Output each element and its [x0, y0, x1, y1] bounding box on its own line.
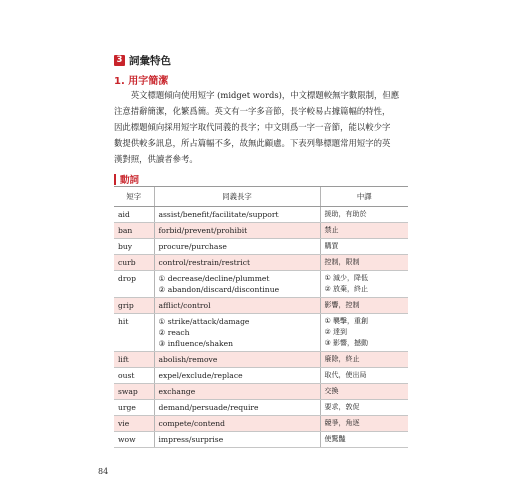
long-synonym-line: afflict/control [158, 301, 211, 310]
table-row [114, 271, 408, 298]
short-word-cell: ban [114, 223, 154, 239]
short-word-cell: buy [114, 239, 154, 255]
chinese-translation-line: 使驚豔 [324, 435, 346, 443]
page-number: 84 [98, 467, 109, 476]
long-synonym-cell [154, 223, 320, 239]
header-chinese: 中譯 [320, 187, 408, 207]
long-synonym-cell [154, 207, 320, 223]
long-synonym-line: impress/surprise [158, 435, 224, 444]
subsection-title: 1. 用字簡潔 [114, 76, 169, 87]
long-synonym-cell [154, 416, 320, 432]
paragraph-line: 英文標題傾向使用短字 (midget words)，中文標題較無字數限制，但應 [114, 90, 400, 100]
table-row [114, 223, 408, 239]
long-synonym-line: ② reach [158, 328, 190, 337]
long-synonym-cell [154, 432, 320, 448]
word-table [114, 186, 408, 448]
table-row [114, 432, 408, 448]
table-row [114, 352, 408, 368]
short-word-cell: swap [114, 384, 154, 400]
chinese-translation-line: 要求，敦促 [324, 403, 360, 411]
chinese-translation-line: 取代，使出局 [324, 371, 367, 379]
table-row [114, 400, 408, 416]
long-synonym-cell [154, 239, 320, 255]
long-synonym-line: ③ influence/shaken [158, 339, 233, 348]
long-synonym-cell [154, 368, 320, 384]
table-body [114, 207, 408, 448]
chinese-translation-line: 交換 [324, 387, 339, 395]
chinese-translation-cell [320, 384, 408, 400]
chinese-translation-cell [320, 314, 408, 352]
chinese-translation-line: 競爭，角逐 [324, 419, 360, 427]
short-word-cell: oust [114, 368, 154, 384]
chinese-translation-cell [320, 400, 408, 416]
short-word-cell: urge [114, 400, 154, 416]
long-synonym-cell [154, 352, 320, 368]
long-synonym-line: expel/exclude/replace [158, 371, 243, 380]
chinese-translation-cell [320, 271, 408, 298]
table-row [114, 255, 408, 271]
table-row [114, 314, 408, 352]
chinese-translation-cell [320, 298, 408, 314]
section-heading [114, 53, 171, 68]
body-paragraph [114, 87, 406, 167]
chinese-translation-line: 援助，有助於 [324, 210, 367, 218]
chinese-translation-cell [320, 239, 408, 255]
chinese-translation-line: 控制，限制 [324, 258, 360, 266]
header-long-synonym: 同義長字 [154, 187, 320, 207]
short-word-cell: drop [114, 271, 154, 298]
short-word-cell: vie [114, 416, 154, 432]
table-row [114, 384, 408, 400]
long-synonym-line: ② abandon/discard/discontinue [158, 285, 280, 294]
chinese-translation-cell [320, 223, 408, 239]
chinese-translation-cell [320, 416, 408, 432]
chinese-translation-line: ③ 影響，撼動 [324, 339, 369, 347]
long-synonym-line: forbid/prevent/prohibit [158, 226, 248, 235]
table-row [114, 298, 408, 314]
long-synonym-cell [154, 298, 320, 314]
category-title: 動詞 [120, 175, 140, 186]
chinese-translation-cell [320, 368, 408, 384]
header-short-word: 短字 [114, 187, 154, 207]
table-row [114, 239, 408, 255]
long-synonym-cell [154, 384, 320, 400]
table-header-row [114, 187, 408, 207]
short-word-cell: wow [114, 432, 154, 448]
paragraph-line: 數提供較多訊息，所占篇幅不多，故無此顧慮。下表列舉標題常用短字的英 [114, 138, 391, 148]
short-word-cell: lift [114, 352, 154, 368]
short-word-cell: aid [114, 207, 154, 223]
chinese-translation-line: 廢除，終止 [324, 355, 360, 363]
long-synonym-line: control/restrain/restrict [158, 258, 250, 267]
long-synonym-line: compete/contend [158, 419, 225, 428]
long-synonym-cell [154, 255, 320, 271]
long-synonym-line: assist/benefit/facilitate/support [158, 210, 279, 219]
paragraph-line: 注意措辭簡潔，化繁爲簡。英文有一字多音節，長字較易占據篇幅的特性， [114, 106, 391, 116]
short-word-cell: hit [114, 314, 154, 352]
chinese-translation-line: ① 襲擊，重創 [324, 317, 369, 325]
table-row [114, 416, 408, 432]
category-heading [114, 172, 139, 186]
paragraph-line: 漢對照，供讀者參考。 [114, 154, 198, 164]
paragraph-line: 因此標題傾向採用短字取代同義的長字；中文則爲一字一音節，能以較少字 [114, 122, 391, 132]
chinese-translation-cell [320, 207, 408, 223]
chinese-translation-cell [320, 352, 408, 368]
long-synonym-line: procure/purchase [158, 242, 227, 251]
short-word-cell: grip [114, 298, 154, 314]
table-row [114, 207, 408, 223]
long-synonym-cell [154, 314, 320, 352]
long-synonym-line: exchange [158, 387, 196, 396]
long-synonym-line: ① decrease/decline/plummet [158, 274, 270, 283]
long-synonym-line: abolish/remove [158, 355, 218, 364]
long-synonym-line: ① strike/attack/damage [158, 317, 250, 326]
section-title: 詞彙特色 [129, 55, 171, 67]
section-number-badge: 3 [114, 55, 125, 66]
chinese-translation-cell [320, 432, 408, 448]
chinese-translation-cell [320, 255, 408, 271]
chinese-translation-line: ② 達到 [324, 328, 348, 336]
chinese-translation-line: ② 放棄，終止 [324, 285, 369, 293]
long-synonym-line: demand/persuade/require [158, 403, 259, 412]
category-bar-marker [114, 174, 116, 185]
chinese-translation-line: 禁止 [324, 226, 339, 234]
table-row [114, 368, 408, 384]
chinese-translation-line: 影響，控制 [324, 301, 360, 309]
short-word-cell: curb [114, 255, 154, 271]
long-synonym-cell [154, 271, 320, 298]
chinese-translation-line: ① 減少，降低 [324, 274, 369, 282]
chinese-translation-line: 購買 [324, 242, 339, 250]
long-synonym-cell [154, 400, 320, 416]
